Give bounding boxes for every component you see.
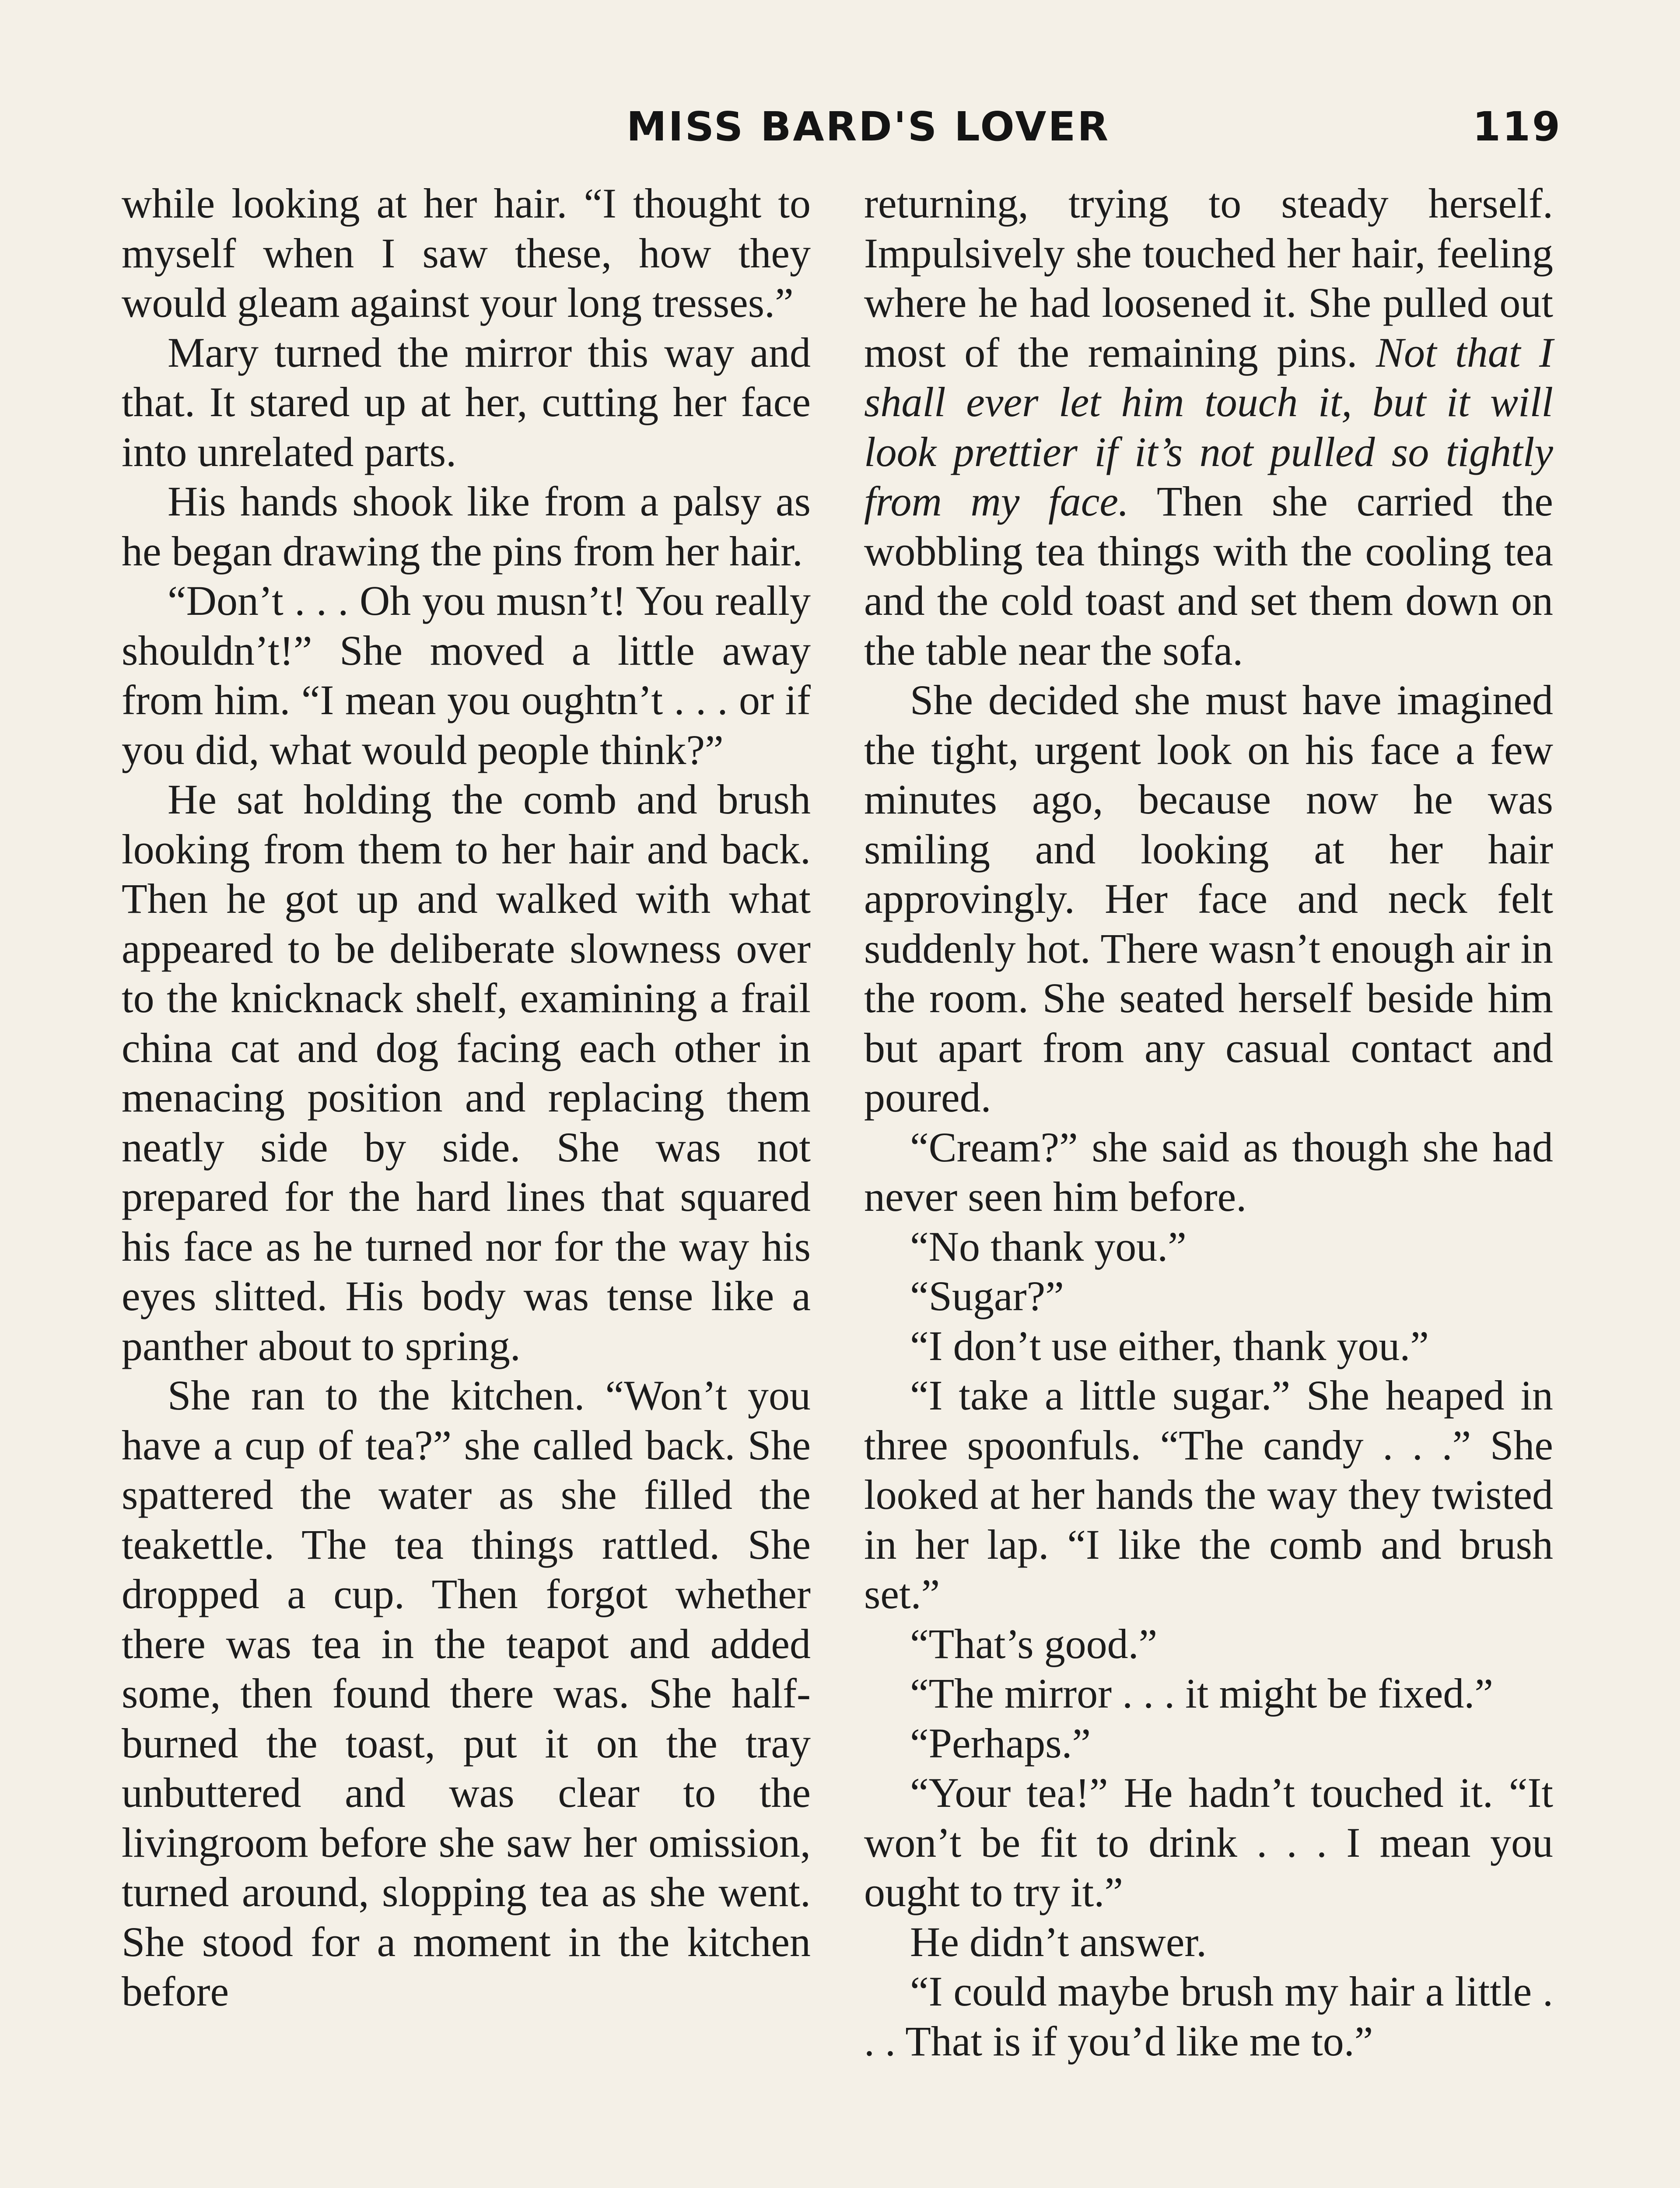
- paragraph: He didn’t answer.: [910, 1918, 1207, 1965]
- dialogue-line: “I don’t use either, thank you.”: [910, 1322, 1429, 1369]
- paragraph: while looking at her hair. “I thought to myself when I saw these, how they would gleam against your long tresses.”: [122, 180, 811, 326]
- dialogue-line: “Sugar?”: [910, 1273, 1064, 1319]
- dialogue-line: “I could maybe brush my hair a little . . . That is if you’d like me to.”: [864, 1968, 1553, 2065]
- dialogue-line: “Perhaps.”: [910, 1719, 1091, 1767]
- dialogue-line: “No thank you.”: [910, 1223, 1186, 1270]
- paragraph-text: Then she carried the wobbling tea things with the cooling tea and the cold toast and set them down on the table near the sofa.: [864, 478, 1553, 674]
- paragraph-with-italic-thought: [864, 179, 1553, 675]
- italic-inner-thought: Not that I shall ever let him touch it, but it will look prettier if it’s not pulled so tightly from my face.: [864, 329, 1554, 525]
- left-text-column: [122, 179, 811, 2016]
- running-header-title: MISS BARD'S LOVER: [626, 103, 1110, 150]
- paragraph: His hands shook like from a palsy as he began drawing the pins from her hair.: [122, 478, 811, 575]
- running-header: [122, 103, 1562, 165]
- dialogue-line: “The mirror . . . it might be fixed.”: [910, 1670, 1493, 1717]
- right-text-column: [864, 179, 1553, 2066]
- dialogue-line: “Cream?” she said as though she had never seen him before.: [864, 1123, 1553, 1220]
- paragraph: “I take a little sugar.” She heaped in three spoonfuls. “The candy . . .” She looked at her hands the way they twisted in her lap. “I like the comb and brush set.”: [864, 1372, 1553, 1617]
- paragraph-text: returning, trying to steady herself. Impulsively she touched her hair, feeling where he had loosened it. She pulled out most of the remaining pins.: [864, 180, 1553, 376]
- paragraph: She decided she must have imagined the tight, urgent look on his face a few minutes ago, because now he was smiling and looking at her hair approvingly. Her face and neck felt suddenly hot. There wasn’t enough air in the room. She seated herself beside him but apart from any casual contact and poured.: [864, 677, 1553, 1121]
- paragraph: He sat holding the comb and brush looking from them to her hair and back. Then he got up and walked with what appeared to be deliberate slowness over to the knicknack shelf, examining a frail china cat and dog facing each other in menacing position and replacing them neatly side by side. She was not prepared for the hard lines that squared his face as he turned nor for the way his eyes slitted. His body was tense like a panther about to spring.: [122, 776, 811, 1369]
- dialogue-line: “Your tea!” He hadn’t touched it. “It won’t be fit to drink . . . I mean you ought to try it.”: [864, 1769, 1553, 1915]
- paragraph: Mary turned the mirror this way and that. It stared up at her, cutting her face into unrelated parts.: [122, 329, 811, 475]
- dialogue-line: “That’s good.”: [910, 1620, 1158, 1667]
- paragraph: “Don’t . . . Oh you musn’t! You really shouldn’t!” She moved a little away from him. “I mean you oughtn’t . . . or if you did, what would people think?”: [122, 577, 811, 773]
- paragraph: She ran to the kitchen. “Won’t you have a cup of tea?” she called back. She spattered the water as she filled the teakettle. The tea things rattled. She dropped a cup. Then forgot whether there was tea in the teapot and added some, then found there was. She half-burned the toast, put it on the tray unbuttered and was clear to the livingroom before she saw her omission, turned around, slopping tea as she went. She stood for a moment in the kitchen before: [122, 1372, 811, 2015]
- page-number: 119: [1472, 103, 1562, 150]
